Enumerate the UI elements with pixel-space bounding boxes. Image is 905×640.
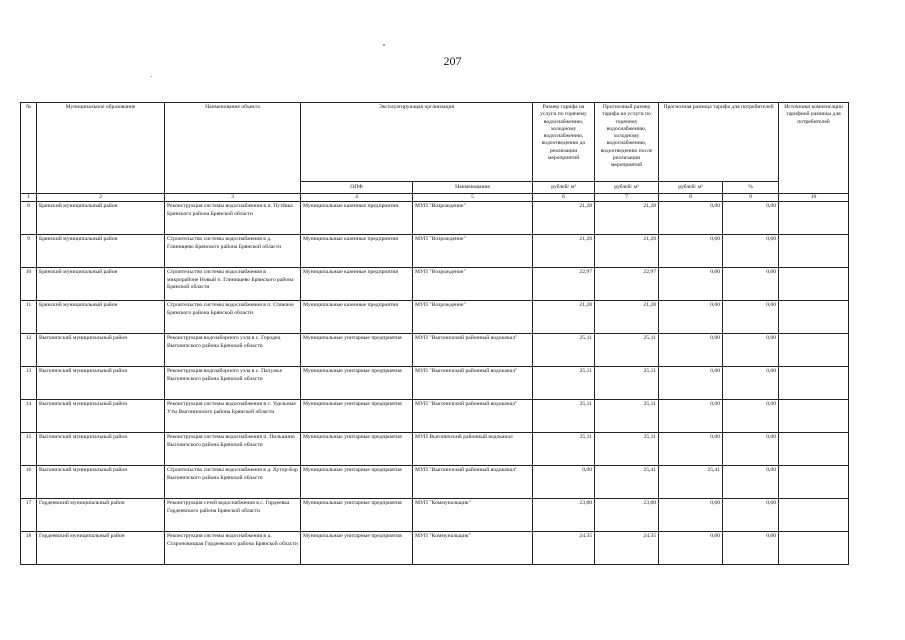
- object-name-cell: Реконструкция системы водоснабжения в с. Удельные Уты Выгоничского района Брянской области: [165, 400, 301, 433]
- header-forecast-tariff: Прогнозный размер тарифа на услуги по горячему водоснабжению, холодному водоснабжению, водоотведению после реализации мероприятий: [595, 103, 659, 182]
- source-cell: [779, 334, 849, 367]
- organization-cell: МУП "Коммунальщик": [413, 532, 533, 565]
- column-number: 8: [659, 194, 723, 202]
- tariff-after-cell: 22,97: [595, 268, 659, 301]
- diff-rub-cell: 0,00: [659, 202, 723, 235]
- column-number: 6: [533, 194, 595, 202]
- tariff-before-cell: 25,11: [533, 400, 595, 433]
- object-name-cell: Строительство системы водоснабжения в п. Стяжное Брянского района Брянской области: [165, 301, 301, 334]
- opf-cell: Муниципальные унитарные предприятия: [301, 433, 413, 466]
- table-row: [21, 466, 849, 499]
- header-forecast-diff: Прогнозная разница тарифа для потребителей: [659, 103, 779, 182]
- municipality-cell: Брянский муниципальный район: [37, 301, 165, 334]
- header-percent: %: [723, 182, 779, 194]
- header-unit-before: рублей/ м³: [533, 182, 595, 194]
- opf-cell: Муниципальные унитарные предприятия: [301, 400, 413, 433]
- organization-cell: МУП "Возрождение": [413, 301, 533, 334]
- object-name-cell: Реконструкция системы водоснабжения в д. Староновицкая Гордеевского района Брянской области: [165, 532, 301, 565]
- tariff-after-cell: 23,80: [595, 499, 659, 532]
- column-number: 9: [723, 194, 779, 202]
- row-number: 12: [21, 334, 37, 367]
- diff-percent-cell: 0,00: [723, 367, 779, 400]
- header-operator: Эксплуатирующая организация: [301, 103, 533, 182]
- table-row: [21, 499, 849, 532]
- diff-rub-cell: 0,00: [659, 532, 723, 565]
- municipality-cell: Гордеевский муниципальный район: [37, 499, 165, 532]
- table-row: [21, 235, 849, 268]
- municipality-cell: Выгоничский муниципальный район: [37, 334, 165, 367]
- tariff-before-cell: 25,11: [533, 367, 595, 400]
- municipality-cell: Гордеевский муниципальный район: [37, 532, 165, 565]
- source-cell: [779, 433, 849, 466]
- object-name-cell: Реконструкция водозаборного узла в с. Городец Выгоничского района Брянской области: [165, 334, 301, 367]
- tariff-before-cell: 25,11: [533, 334, 595, 367]
- opf-cell: Муниципальные унитарные предприятия: [301, 367, 413, 400]
- header-opf: ОПФ: [301, 182, 413, 194]
- diff-percent-cell: 0,00: [723, 433, 779, 466]
- diff-percent-cell: 0,00: [723, 499, 779, 532]
- tariff-before-cell: 23,80: [533, 499, 595, 532]
- column-numbers-row: [21, 194, 849, 202]
- object-name-cell: Строительство системы водоснабжения в д. Хутор-Бор Выгоничского района Брянской области: [165, 466, 301, 499]
- municipality-cell: Выгоничский муниципальный район: [37, 466, 165, 499]
- table-row: [21, 334, 849, 367]
- organization-cell: МУП "Выгоничский районный водоканал": [413, 367, 533, 400]
- scan-speck: [383, 44, 385, 46]
- municipality-cell: Брянский муниципальный район: [37, 202, 165, 235]
- organization-cell: МУП "Возрождение": [413, 268, 533, 301]
- opf-cell: Муниципальные унитарные предприятия: [301, 532, 413, 565]
- tariff-after-cell: 25,11: [595, 433, 659, 466]
- opf-cell: Муниципальные унитарные предприятия: [301, 334, 413, 367]
- diff-rub-cell: 0,00: [659, 400, 723, 433]
- opf-cell: Муниципальные унитарные предприятия: [301, 466, 413, 499]
- row-number: 9: [21, 235, 37, 268]
- diff-rub-cell: 0,00: [659, 268, 723, 301]
- header-tariff-size: Размер тарифа на услуги по горячему водоснабжению, холодному водоснабжению, водоотведению до реализации мероприятий: [533, 103, 595, 182]
- tariff-after-cell: 25,11: [595, 367, 659, 400]
- diff-rub-cell: 0,00: [659, 499, 723, 532]
- diff-percent-cell: 0,00: [723, 235, 779, 268]
- table-row: [21, 532, 849, 565]
- tariff-table: [20, 102, 849, 565]
- source-cell: [779, 202, 849, 235]
- object-name-cell: Реконструкция водозаборного узла в с. Палужье Выгоничского района Брянской области: [165, 367, 301, 400]
- column-number: 3: [165, 194, 301, 202]
- tariff-after-cell: 21,28: [595, 235, 659, 268]
- organization-cell: МУП "Коммунальщик": [413, 499, 533, 532]
- table-row: [21, 400, 849, 433]
- object-name-cell: Реконструкция системы водоснабжения п. Пильшино Выгоничского района Брянской области: [165, 433, 301, 466]
- source-cell: [779, 268, 849, 301]
- header-no: №: [21, 103, 37, 194]
- object-name-cell: Строительство системы водоснабжения в микрорайоне Новый п. Глинищево Брянского района Брянской области: [165, 268, 301, 301]
- tariff-after-cell: 25,11: [595, 400, 659, 433]
- row-number: 14: [21, 400, 37, 433]
- tariff-after-cell: 21,28: [595, 301, 659, 334]
- source-cell: [779, 532, 849, 565]
- organization-cell: МУП "Возрождение": [413, 235, 533, 268]
- object-name-cell: Строительство системы водоснабжения в д. Глинищево Брянского района Брянской области: [165, 235, 301, 268]
- municipality-cell: Брянский муниципальный район: [37, 268, 165, 301]
- municipality-cell: Выгоничский муниципальный район: [37, 367, 165, 400]
- source-cell: [779, 499, 849, 532]
- organization-cell: МУП "Выгоничский районный водоканал": [413, 400, 533, 433]
- source-cell: [779, 235, 849, 268]
- tariff-after-cell: 25,41: [595, 466, 659, 499]
- source-cell: [779, 301, 849, 334]
- diff-percent-cell: 0,00: [723, 301, 779, 334]
- header-municipality: Муниципальное образование: [37, 103, 165, 194]
- table-row: [21, 433, 849, 466]
- diff-percent-cell: 0,00: [723, 400, 779, 433]
- organization-cell: МУП "Возрождение": [413, 202, 533, 235]
- column-number: 1: [21, 194, 37, 202]
- diff-percent-cell: 0,00: [723, 202, 779, 235]
- opf-cell: Муниципальные казенные предприятия: [301, 235, 413, 268]
- header-object-name: Наименование объекта: [165, 103, 301, 194]
- row-number: 16: [21, 466, 37, 499]
- row-number: 13: [21, 367, 37, 400]
- row-number: 8: [21, 202, 37, 235]
- municipality-cell: Выгоничский муниципальный район: [37, 433, 165, 466]
- scan-speck: [151, 76, 152, 77]
- diff-percent-cell: 0,00: [723, 532, 779, 565]
- opf-cell: Муниципальные казенные предприятия: [301, 301, 413, 334]
- row-number: 15: [21, 433, 37, 466]
- table-row: [21, 301, 849, 334]
- tariff-after-cell: 25,11: [595, 334, 659, 367]
- row-number: 10: [21, 268, 37, 301]
- diff-rub-cell: 0,00: [659, 235, 723, 268]
- object-name-cell: Реконструкция сетей водоснабжения в с. Гордеевка Гордеевского района Брянской области: [165, 499, 301, 532]
- object-name-cell: Реконструкция системы водоснабжения в п. Путёвка Брянского района Брянской области: [165, 202, 301, 235]
- page-number: 207: [443, 54, 462, 68]
- source-cell: [779, 400, 849, 433]
- diff-rub-cell: 0,00: [659, 301, 723, 334]
- header-row: [21, 103, 849, 182]
- table-row: [21, 367, 849, 400]
- row-number: 17: [21, 499, 37, 532]
- opf-cell: Муниципальные казенные предприятия: [301, 202, 413, 235]
- tariff-before-cell: 0,00: [533, 466, 595, 499]
- organization-cell: МУП "Выгоничский районный водоканал": [413, 466, 533, 499]
- diff-percent-cell: 0,00: [723, 268, 779, 301]
- organization-cell: МУП "Выгоничский районный водоканал": [413, 334, 533, 367]
- header-unit-after: рублей/ м³: [595, 182, 659, 194]
- row-number: 11: [21, 301, 37, 334]
- diff-percent-cell: 0,00: [723, 334, 779, 367]
- opf-cell: Муниципальные казенные предприятия: [301, 268, 413, 301]
- column-number: 2: [37, 194, 165, 202]
- source-cell: [779, 466, 849, 499]
- opf-cell: Муниципальные унитарные предприятия: [301, 499, 413, 532]
- diff-rub-cell: 0,00: [659, 367, 723, 400]
- tariff-before-cell: 21,28: [533, 202, 595, 235]
- diff-percent-cell: 0,00: [723, 466, 779, 499]
- tariff-before-cell: 21,28: [533, 235, 595, 268]
- municipality-cell: Выгоничский муниципальный район: [37, 400, 165, 433]
- column-number: 4: [301, 194, 413, 202]
- tariff-after-cell: 21,28: [595, 202, 659, 235]
- table-row: [21, 268, 849, 301]
- organization-cell: МУП Выгоничский районный водоканал: [413, 433, 533, 466]
- header-sources: Источники компенсации тарифной разницы для потребителей: [779, 103, 849, 194]
- tariff-before-cell: 22,97: [533, 268, 595, 301]
- municipality-cell: Брянский муниципальный район: [37, 235, 165, 268]
- column-number: 5: [413, 194, 533, 202]
- tariff-before-cell: 25,11: [533, 433, 595, 466]
- diff-rub-cell: 25,41: [659, 466, 723, 499]
- header-name: Наименование: [413, 182, 533, 194]
- diff-rub-cell: 0,00: [659, 334, 723, 367]
- row-number: 18: [21, 532, 37, 565]
- column-number: 7: [595, 194, 659, 202]
- header-unit-diff: рублей/ м³: [659, 182, 723, 194]
- column-number: 10: [779, 194, 849, 202]
- source-cell: [779, 367, 849, 400]
- tariff-before-cell: 24,35: [533, 532, 595, 565]
- tariff-before-cell: 21,28: [533, 301, 595, 334]
- tariff-after-cell: 24,35: [595, 532, 659, 565]
- table-row: [21, 202, 849, 235]
- diff-rub-cell: 0,00: [659, 433, 723, 466]
